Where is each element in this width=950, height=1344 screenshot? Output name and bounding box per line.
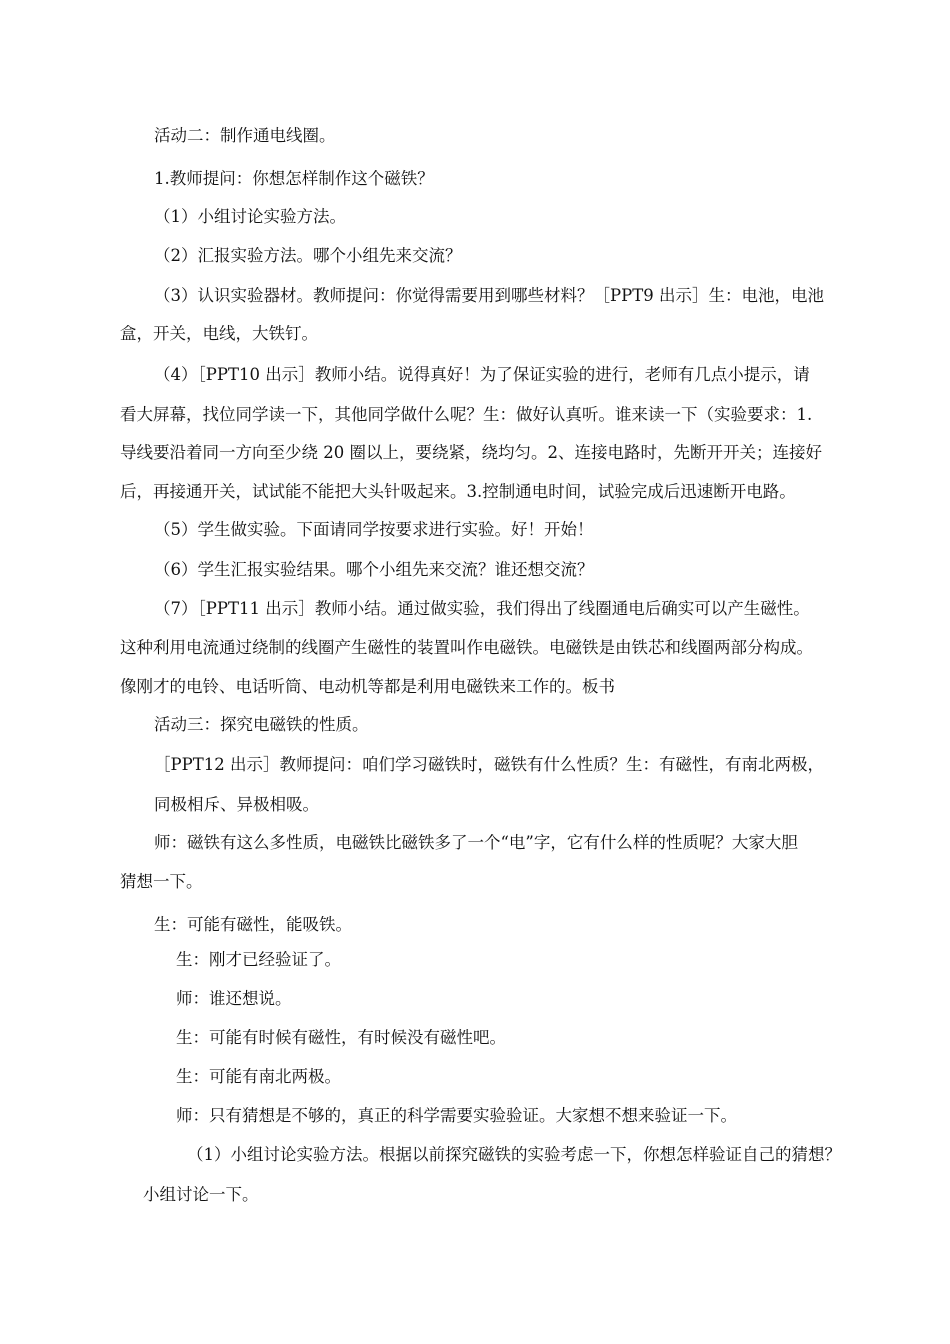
paragraph-line: （1）小组讨论实验方法。根据以前探究磁铁的实验考虑一下，你想怎样验证自己的猜想？ [187,1145,841,1164]
paragraph-line: 1.教师提问：你想怎样制作这个磁铁？ [154,169,434,188]
paragraph-line: 像刚才的电铃、电话听筒、电动机等都是利用电磁铁来工作的。板书 [120,677,615,696]
dialogue-line: 生：可能有时候有磁性，有时候没有磁性吧。 [176,1028,506,1047]
paragraph-line: （3）认识实验器材。教师提问：你觉得需要用到哪些材料？［PPT9 出示］生：电池，电池 [154,286,824,305]
paragraph-line: 导线要沿着同一方向至少绕 20 圈以上，要绕紧，绕均匀。2、连接电路时，先断开开关；连接好 [120,443,822,462]
paragraph-line: 小组讨论一下。 [143,1185,259,1204]
paragraph-line: 师：磁铁有这么多性质，电磁铁比磁铁多了一个“电”字，它有什么样的性质呢？大家大胆 [154,833,798,852]
paragraph-line: ［PPT12 出示］教师提问：咱们学习磁铁时，磁铁有什么性质？生：有磁性，有南北两极， [154,755,824,774]
heading-activity-three: 活动三：探究电磁铁的性质。 [154,715,369,734]
dialogue-line: 生：可能有南北两极。 [176,1067,341,1086]
dialogue-line: 师：谁还想说。 [176,989,292,1008]
dialogue-line: 师：只有猜想是不够的，真正的科学需要实验验证。大家想不想来验证一下。 [176,1106,737,1125]
paragraph-line: 后，再接通开关，试试能不能把大头针吸起来。3.控制通电时间，试验完成后迅速断开电路。 [120,482,796,501]
dialogue-line: 生：刚才已经验证了。 [176,950,341,969]
paragraph-line: 看大屏幕，找位同学读一下，其他同学做什么呢？生：做好认真听。谁来读一下（实验要求：1. [120,405,813,424]
paragraph-line: （5）学生做实验。下面请同学按要求进行实验。好！开始！ [154,520,594,539]
paragraph-line: （6）学生汇报实验结果。哪个小组先来交流？谁还想交流？ [154,560,594,579]
paragraph-line: （1）小组讨论实验方法。 [154,207,346,226]
paragraph-line: （2）汇报实验方法。哪个小组先来交流？ [154,246,462,265]
paragraph-line: 同极相斥、异极相吸。 [154,795,319,814]
paragraph-line: 盒，开关，电线，大铁钉。 [120,324,318,343]
paragraph-line: 这种利用电流通过绕制的线圈产生磁性的装置叫作电磁铁。电磁铁是由铁芯和线圈两部分构成。 [120,638,813,657]
paragraph-line: （7）［PPT11 出示］教师小结。通过做实验，我们得出了线圈通电后确实可以产生磁性。 [154,599,810,618]
dialogue-line: 生：可能有磁性，能吸铁。 [154,915,352,934]
paragraph-line: 猜想一下。 [120,872,203,891]
heading-activity-two: 活动二：制作通电线圈。 [154,126,336,145]
paragraph-line: （4）［PPT10 出示］教师小结。说得真好！为了保证实验的进行，老师有几点小提示，请 [154,365,810,384]
